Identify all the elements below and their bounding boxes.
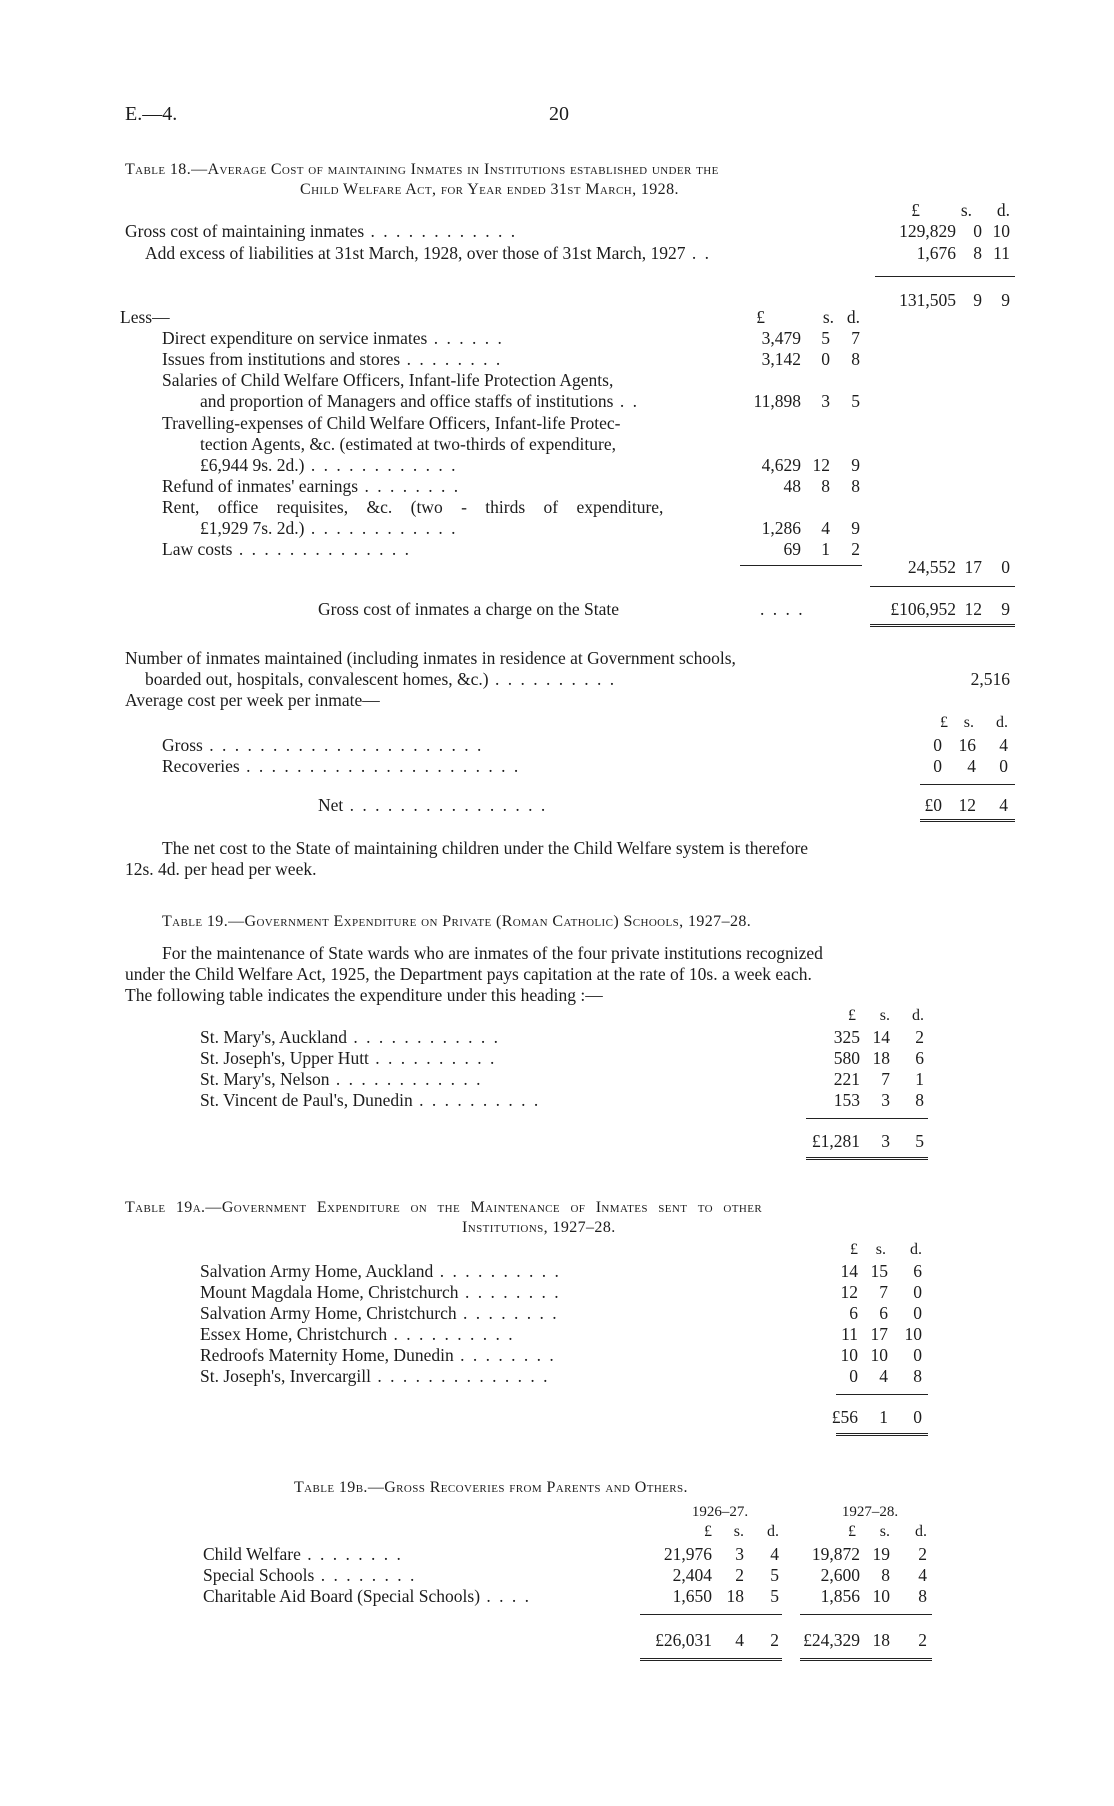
table19a-row-label: Salvation Army Home, Christchurch . . . . . . . . — [200, 1303, 559, 1323]
table19b-title: Table 19b.—Gross Recoveries from Parents and Others. — [294, 1479, 688, 1496]
less-item-pounds: 3,479 — [761, 328, 801, 348]
avg-row-pounds: 0 — [933, 756, 942, 776]
table19b-row-a-pounds: 1,650 — [672, 1586, 712, 1606]
charge-pence: 9 — [1001, 599, 1010, 619]
table19-row-label: St. Vincent de Paul's, Dunedin . . . . . . . . . . — [200, 1090, 541, 1110]
table19b-year-1927-28: 1927–28. — [841, 1504, 899, 1520]
charge-shillings: 12 — [964, 599, 982, 619]
table19b-row-label: Child Welfare . . . . . . . . — [203, 1544, 403, 1564]
less-item-label: Issues from institutions and stores . . . . . . . . — [162, 349, 503, 369]
table19b-total-a-shillings: 4 — [735, 1630, 744, 1650]
table19a-row-shillings: 6 — [879, 1303, 888, 1323]
less-total-pence: 0 — [1001, 557, 1010, 577]
table19a-row-shillings: 7 — [879, 1282, 888, 1302]
table19b-total-rule-a — [640, 1614, 782, 1615]
table19-header-pence: d. — [912, 1007, 924, 1024]
add-excess-label: Add excess of liabilities at 31st March, 1928, over those of 31st March, 1927 . . — [145, 243, 711, 263]
table19a-row-pence: 10 — [904, 1324, 922, 1344]
table19b-total-double-rule-b — [800, 1658, 932, 1664]
avg-row-pence: 0 — [999, 756, 1008, 776]
table19b-total-a-pence: 2 — [770, 1630, 779, 1650]
less-total-shillings: 17 — [964, 557, 982, 577]
table19a-row-shillings: 15 — [870, 1261, 888, 1281]
table19-paragraph-line3: The following table indicates the expenditure under this heading :— — [125, 985, 603, 1005]
table19a-title-line2: Institutions, 1927–28. — [462, 1219, 616, 1236]
table19b-total-double-rule-a — [640, 1658, 782, 1664]
table19b-header-b-shillings: s. — [879, 1523, 890, 1540]
table19-total-pounds: £1,281 — [811, 1131, 860, 1151]
table19-row-pounds: 580 — [833, 1048, 860, 1068]
avg-header-shillings: s. — [963, 714, 974, 731]
less-item-label: Rent, office requisites, &c. (two - thirds of expenditure, — [162, 497, 664, 517]
table19a-total-double-rule — [836, 1433, 928, 1439]
table18-header-pence: d. — [996, 200, 1010, 220]
less-item-label-cont: £6,944 9s. 2d.) . . . . . . . . . . . . — [200, 455, 458, 475]
net-rule — [920, 784, 1015, 785]
table19b-header-a-pence: d. — [767, 1523, 779, 1540]
less-item-pence: 9 — [851, 518, 860, 538]
table19b-row-a-shillings: 3 — [735, 1544, 744, 1564]
table19b-total-a-pounds: £26,031 — [655, 1630, 712, 1650]
table19-title: Table 19.—Government Expenditure on Private (Roman Catholic) Schools, 1927–28. — [162, 913, 752, 930]
table19b-row-b-pence: 2 — [918, 1544, 927, 1564]
table19b-total-rule-b — [800, 1614, 932, 1615]
table19b-row-b-pounds: 2,600 — [820, 1565, 860, 1585]
table19b-row-b-shillings: 19 — [872, 1544, 890, 1564]
table19b-total-b-pounds: £24,329 — [803, 1630, 860, 1650]
avg-cost-label: Average cost per week per inmate— — [125, 690, 380, 710]
table19-row-pence: 6 — [915, 1048, 924, 1068]
net-pounds: £0 — [924, 795, 942, 815]
less-item-shillings: 4 — [821, 518, 830, 538]
table19a-row-shillings: 17 — [870, 1324, 888, 1344]
table19b-row-a-pence: 5 — [770, 1586, 779, 1606]
less-item-label: Travelling-expenses of Child Welfare Officers, Infant-life Protec- — [162, 413, 621, 433]
less-item-shillings: 3 — [821, 391, 830, 411]
table19b-row-b-shillings: 8 — [881, 1565, 890, 1585]
table19a-row-label: Redroofs Maternity Home, Dunedin . . . . . . . . — [200, 1345, 556, 1365]
table19-row-shillings: 14 — [872, 1027, 890, 1047]
table19-row-shillings: 3 — [881, 1090, 890, 1110]
table19a-row-pence: 0 — [913, 1345, 922, 1365]
avg-header-pounds: £ — [940, 714, 948, 731]
table19b-header-b-pence: d. — [915, 1523, 927, 1540]
table19b-header-a-shillings: s. — [733, 1523, 744, 1540]
table19-header-shillings: s. — [879, 1007, 890, 1024]
table19-paragraph-line2: under the Child Welfare Act, 1925, the Department pays capitation at the rate of 10s. a week each. — [125, 964, 812, 984]
table19b-total-b-shillings: 18 — [872, 1630, 890, 1650]
less-item-pounds: 1,286 — [761, 518, 801, 538]
less-header-pounds: £ — [756, 307, 765, 327]
less-item-pounds: 11,898 — [753, 391, 801, 411]
table19-row-label: St. Joseph's, Upper Hutt . . . . . . . . . . — [200, 1048, 497, 1068]
table19a-row-pence: 6 — [913, 1261, 922, 1281]
table19a-row-pounds: 14 — [840, 1261, 858, 1281]
net-double-rule — [920, 819, 1015, 825]
table19b-row-a-pence: 4 — [770, 1544, 779, 1564]
table19-total-pence: 5 — [915, 1131, 924, 1151]
net-note-line1: The net cost to the State of maintaining children under the Child Welfare system is therefore — [162, 838, 809, 858]
gross-cost-pence: 10 — [992, 221, 1010, 241]
table19b-row-label: Charitable Aid Board (Special Schools) . . . . — [203, 1586, 532, 1606]
table19b-row-a-shillings: 18 — [726, 1586, 744, 1606]
charge-pounds: £106,952 — [890, 599, 956, 619]
table19-header-pounds: £ — [848, 1007, 856, 1024]
less-item-pence: 7 — [851, 328, 860, 348]
table19a-row-shillings: 4 — [879, 1366, 888, 1386]
table19a-row-label: Essex Home, Christchurch . . . . . . . . . . — [200, 1324, 515, 1344]
table19b-total-b-pence: 2 — [918, 1630, 927, 1650]
less-label: Less— — [120, 307, 170, 327]
table19b-row-a-shillings: 2 — [735, 1565, 744, 1585]
table19-row-pence: 1 — [915, 1069, 924, 1089]
page-ref: E.—4. — [125, 103, 178, 125]
less-item-pounds: 4,629 — [761, 455, 801, 475]
table19a-total-pence: 0 — [913, 1407, 922, 1427]
gross-cost-label: Gross cost of maintaining inmates . . . . . . . . . . . . — [125, 221, 518, 241]
table19-row-label: St. Mary's, Auckland . . . . . . . . . . . . — [200, 1027, 501, 1047]
table19-row-label: St. Mary's, Nelson . . . . . . . . . . . . — [200, 1069, 483, 1089]
table18-title-line1: Table 18.—Average Cost of maintaining Inmates in Institutions established under the — [125, 161, 719, 178]
table19a-row-pence: 0 — [913, 1303, 922, 1323]
less-header-shillings: s. — [822, 307, 834, 327]
table19-row-shillings: 18 — [872, 1048, 890, 1068]
table19-row-shillings: 7 — [881, 1069, 890, 1089]
less-item-pence: 9 — [851, 455, 860, 475]
gross-cost-pounds: 129,829 — [899, 221, 956, 241]
less-items-rule — [740, 565, 862, 566]
table19a-row-label: St. Joseph's, Invercargill . . . . . . . . . . . . . . — [200, 1366, 550, 1386]
avg-row-label: Gross . . . . . . . . . . . . . . . . . . . . . . — [162, 735, 484, 755]
table19-total-double-rule — [806, 1157, 928, 1163]
table19a-header-shillings: s. — [875, 1241, 886, 1258]
subtotal-shillings: 9 — [973, 290, 982, 310]
less-total-pounds: 24,552 — [907, 557, 956, 577]
table19-paragraph-line1: For the maintenance of State wards who are inmates of the four private institutions recognized — [162, 943, 823, 963]
add-excess-pence: 11 — [993, 243, 1010, 263]
table19b-row-a-pounds: 2,404 — [672, 1565, 712, 1585]
avg-row-pounds: 0 — [933, 735, 942, 755]
page-number: 20 — [549, 103, 569, 125]
table19b-year-1926-27: 1926–27. — [691, 1504, 749, 1520]
charge-leader: . . . . — [760, 599, 805, 619]
table19a-row-pounds: 11 — [841, 1324, 858, 1344]
table19b-row-b-pence: 4 — [918, 1565, 927, 1585]
net-shillings: 12 — [958, 795, 976, 815]
less-item-label: Law costs . . . . . . . . . . . . . . — [162, 539, 411, 559]
table19-row-pence: 8 — [915, 1090, 924, 1110]
subtotal-rule — [875, 276, 1015, 277]
table19-row-pounds: 221 — [833, 1069, 860, 1089]
table19b-row-b-pounds: 19,872 — [811, 1544, 860, 1564]
avg-row-shillings: 4 — [967, 756, 976, 776]
avg-row-pence: 4 — [999, 735, 1008, 755]
number-inmates-line2: boarded out, hospitals, convalescent homes, &c.) . . . . . . . . . . — [145, 669, 617, 689]
number-inmates-value: 2,516 — [970, 669, 1010, 689]
table18-title-line2: Child Welfare Act, for Year ended 31st March, 1928. — [300, 181, 679, 198]
table19a-row-pounds: 12 — [840, 1282, 858, 1302]
less-item-pounds: 48 — [783, 476, 801, 496]
less-item-label-cont: £1,929 7s. 2d.) . . . . . . . . . . . . — [200, 518, 458, 538]
table19a-row-pounds: 0 — [849, 1366, 858, 1386]
table19b-row-b-pence: 8 — [918, 1586, 927, 1606]
table19a-row-shillings: 10 — [870, 1345, 888, 1365]
number-inmates-line1: Number of inmates maintained (including inmates in residence at Government schools, — [125, 648, 736, 668]
table19a-header-pence: d. — [910, 1241, 922, 1258]
table19a-row-pounds: 6 — [849, 1303, 858, 1323]
table19-total-shillings: 3 — [881, 1131, 890, 1151]
less-item-label-cont: and proportion of Managers and office staffs of institutions . . — [200, 391, 639, 411]
table19a-header-pounds: £ — [850, 1241, 858, 1258]
table19b-row-b-pounds: 1,856 — [820, 1586, 860, 1606]
less-item-label: Salaries of Child Welfare Officers, Infant-life Protection Agents, — [162, 370, 614, 390]
table19b-header-a-pounds: £ — [704, 1523, 712, 1540]
less-item-shillings: 1 — [821, 539, 830, 559]
table19-row-pounds: 325 — [833, 1027, 860, 1047]
subtotal-pence: 9 — [1001, 290, 1010, 310]
avg-row-label: Recoveries . . . . . . . . . . . . . . . . . . . . . . — [162, 756, 521, 776]
avg-header-pence: d. — [996, 714, 1008, 731]
table19b-row-label: Special Schools . . . . . . . . — [203, 1565, 417, 1585]
add-excess-shillings: 8 — [973, 243, 982, 263]
table19b-row-a-pence: 5 — [770, 1565, 779, 1585]
table19b-header-b-pounds: £ — [848, 1523, 856, 1540]
less-header-pence: d. — [846, 307, 860, 327]
less-item-pounds: 69 — [783, 539, 801, 559]
less-item-pence: 5 — [851, 391, 860, 411]
less-item-shillings: 0 — [821, 349, 830, 369]
less-item-pence: 8 — [851, 349, 860, 369]
avg-row-shillings: 16 — [958, 735, 976, 755]
table19a-title-line1: Table 19a.—Government Expenditure on the Maintenance of Inmates sent to other — [125, 1199, 763, 1216]
less-item-label-cont: tection Agents, &c. (estimated at two-thirds of expenditure, — [200, 434, 617, 454]
charge-label: Gross cost of inmates a charge on the State — [318, 599, 619, 619]
less-item-pounds: 3,142 — [761, 349, 801, 369]
table19b-row-a-pounds: 21,976 — [663, 1544, 712, 1564]
table19a-total-shillings: 1 — [879, 1407, 888, 1427]
less-item-pence: 2 — [851, 539, 860, 559]
table19-row-pence: 2 — [915, 1027, 924, 1047]
less-item-label: Direct expenditure on service inmates . . . . . . — [162, 328, 504, 348]
less-item-shillings: 5 — [821, 328, 830, 348]
table19-total-rule — [806, 1118, 928, 1119]
net-label: Net . . . . . . . . . . . . . . . . — [318, 795, 548, 815]
charge-rule — [870, 586, 1015, 587]
net-pence: 4 — [999, 795, 1008, 815]
less-item-shillings: 8 — [821, 476, 830, 496]
gross-cost-shillings: 0 — [973, 221, 982, 241]
table19b-row-b-shillings: 10 — [872, 1586, 890, 1606]
table19-row-pounds: 153 — [833, 1090, 860, 1110]
table19a-row-pounds: 10 — [840, 1345, 858, 1365]
add-excess-pounds: 1,676 — [916, 243, 956, 263]
less-item-shillings: 12 — [812, 455, 830, 475]
table19a-row-pence: 8 — [913, 1366, 922, 1386]
net-note-line2: 12s. 4d. per head per week. — [125, 859, 317, 879]
table19a-total-rule — [836, 1394, 928, 1395]
table19a-row-pence: 0 — [913, 1282, 922, 1302]
subtotal-pounds: 131,505 — [899, 290, 956, 310]
table18-header-pounds: £ — [911, 200, 920, 220]
table19a-row-label: Mount Magdala Home, Christchurch . . . . . . . . — [200, 1282, 561, 1302]
charge-double-rule — [870, 624, 1015, 630]
table19a-total-pounds: £56 — [831, 1407, 858, 1427]
less-item-pence: 8 — [851, 476, 860, 496]
table19a-row-label: Salvation Army Home, Auckland . . . . . . . . . . — [200, 1261, 561, 1281]
less-item-label: Refund of inmates' earnings . . . . . . . . — [162, 476, 461, 496]
table18-header-shillings: s. — [960, 200, 972, 220]
